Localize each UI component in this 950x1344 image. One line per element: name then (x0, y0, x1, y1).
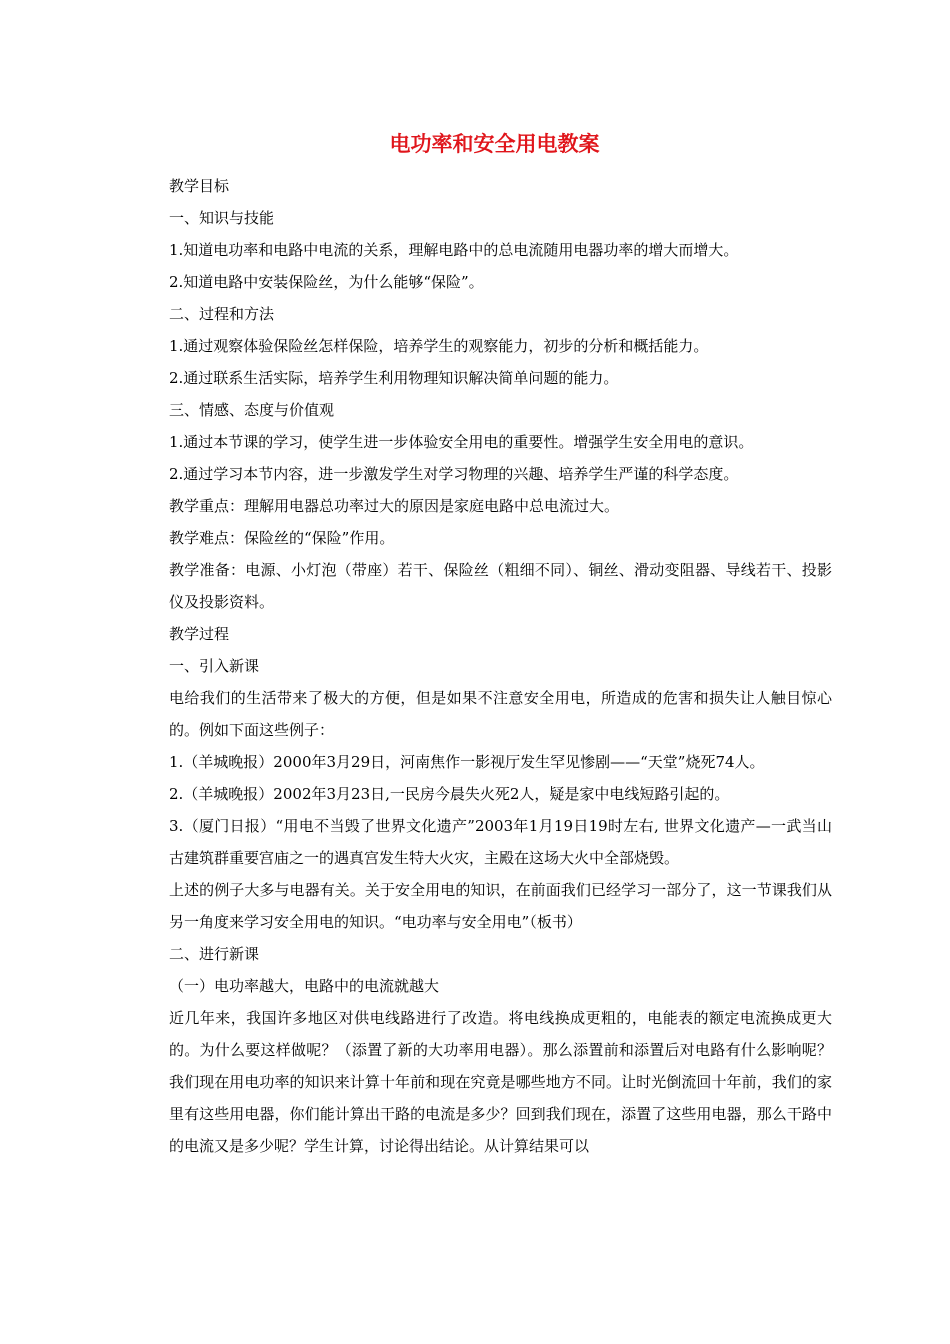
document-title: 电功率和安全用电教案 (389, 132, 600, 156)
paragraph: 2.通过联系生活实际，培养学生利用物理知识解决简单问题的能力。 (169, 369, 619, 387)
document-body (137, 170, 832, 1162)
paragraph: 电给我们的生活带来了极大的方便，但是如果不注意安全用电，所造成的危害和损失让人触目惊心的。例如下面这些例子： (169, 689, 832, 739)
paragraph: 二、进行新课 (169, 945, 260, 963)
paragraph: （一）电功率越大，电路中的电流就越大 (169, 977, 440, 995)
paragraph: 一、知识与技能 (169, 209, 275, 227)
paragraph: 1.（羊城晚报）2000年3月29日，河南焦作一影视厅发生罕见惨剧——“天堂”烧死74人。 (169, 753, 765, 771)
paragraph: 3.（厦门日报）“用电不当毁了世界文化遗产”2003年1月19日19时左右, 世界文化遗产—一武当山古建筑群重要宫庙之一的遇真宫发生特大火灾，主殿在这场大火中全部烧毁。 (169, 817, 832, 867)
paragraph: 教学目标 (169, 177, 230, 195)
paragraph: 二、过程和方法 (169, 305, 275, 323)
paragraph: 教学难点：保险丝的“保险”作用。 (169, 529, 395, 547)
paragraph: 教学过程 (169, 625, 230, 643)
paragraph: 2.通过学习本节内容，进一步激发学生对学习物理的兴趣、培养学生严谨的科学态度。 (169, 465, 739, 483)
paragraph: 教学重点：理解用电器总功率过大的原因是家庭电路中总电流过大。 (169, 497, 620, 515)
paragraph: 近几年来，我国许多地区对供电线路进行了改造。将电线换成更粗的，电能表的额定电流换成更大的。为什么要这样做呢？（添置了新的大功率用电器）。那么添置前和添置后对电路有什么影响呢？我们现在用电功率的知识来计算十年前和现在究竟是哪些地方不同。让时光倒流回十年前，我们的家里有这些用电器，你们能计算出干路的电流是多少？回到我们现在，添置了这些用电器，那么干路中的电流又是多少呢？学生计算，讨论得出结论。从计算结果可以 (169, 1009, 832, 1155)
paragraph: 1.通过本节课的学习，使学生进一步体验安全用电的重要性。增强学生安全用电的意识。 (169, 433, 754, 451)
paragraph: 2.（羊城晚报）2002年3月23日,一民房今晨失火死2人，疑是家中电线短路引起的。 (169, 785, 730, 803)
paragraph: 三、情感、态度与价值观 (169, 401, 335, 419)
paragraph: 上述的例子大多与电器有关。关于安全用电的知识，在前面我们已经学习一部分了，这一节课我们从另一角度来学习安全用电的知识。“电功率与安全用电”（板书） (169, 881, 832, 931)
paragraph: 2.知道电路中安装保险丝，为什么能够“保险”。 (169, 273, 484, 291)
paragraph: 教学准备：电源、小灯泡（带座）若干、保险丝（粗细不同）、铜丝、滑动变阻器、导线若干、投影仪及投影资料。 (169, 561, 832, 611)
paragraph: 一、引入新课 (169, 657, 260, 675)
paragraph: 1.通过观察体验保险丝怎样保险，培养学生的观察能力，初步的分析和概括能力。 (169, 337, 709, 355)
paragraph: 1.知道电功率和电路中电流的关系，理解电路中的总电流随用电器功率的增大而增大。 (169, 241, 739, 259)
